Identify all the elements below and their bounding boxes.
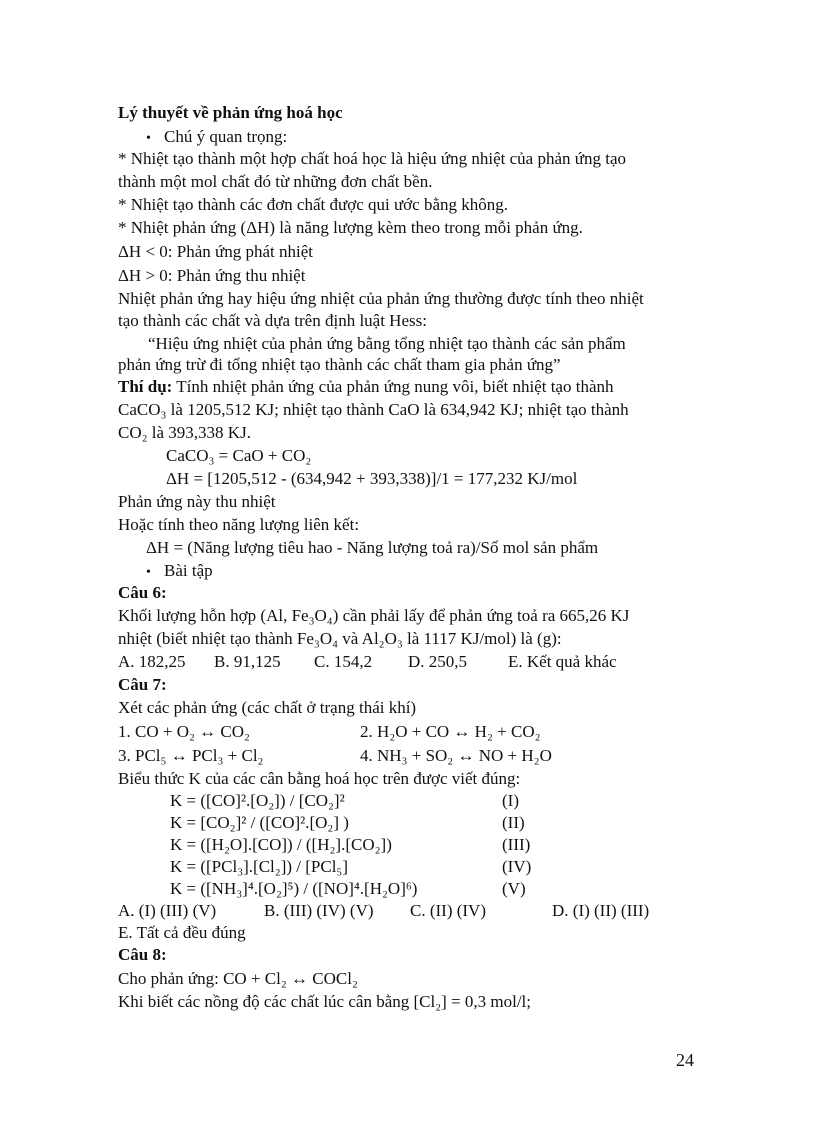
paragraph: thành một mol chất đó từ những đơn chất bền. xyxy=(118,172,433,191)
question-text: Xét các phản ứng (các chất ở trạng thái khí) xyxy=(118,698,417,717)
option: D. 250,5 xyxy=(408,652,468,671)
quote: phản ứng trừ đi tổng nhiệt tạo thành các chất tham gia phản ứng” xyxy=(118,355,561,374)
option: A. 182,25 xyxy=(118,652,186,671)
equation: ΔH = [1205,512 - (634,942 + 393,338)]/1 = 177,232 KJ/mol xyxy=(166,469,578,488)
k-expression: K = ([CO]².[O₂]) / [CO₂]² xyxy=(170,791,345,810)
k-expression: K = ([H₂O].[CO]) / ([H₂].[CO₂]) xyxy=(170,835,392,854)
example xyxy=(118,376,614,398)
question-text: nhiệt (biết nhiệt tạo thành Fe₃O₄ và Al₂O₃ là 1117 KJ/mol) là (g): xyxy=(118,629,562,648)
paragraph: * Nhiệt phản ứng (ΔH) là năng lượng kèm theo trong mỗi phản ứng. xyxy=(118,218,583,237)
paragraph: Hoặc tính theo năng lượng liên kết: xyxy=(118,515,360,534)
reaction: 2. H₂O + CO ↔ H₂ + CO₂ xyxy=(360,722,541,741)
k-tag: (I) xyxy=(502,791,519,810)
question-text: Biểu thức K của các cân bằng hoá học trên được viết đúng: xyxy=(118,769,521,788)
option: C. 154,2 xyxy=(314,652,373,671)
paragraph: tạo thành các chất và dựa trên định luật Hess: xyxy=(118,311,427,330)
paragraph: Phản ứng này thu nhiệt xyxy=(118,492,276,511)
k-tag: (III) xyxy=(502,835,531,854)
quote: “Hiệu ứng nhiệt của phản ứng bằng tổng nhiệt tạo thành các sản phẩm xyxy=(148,334,626,353)
question-title: Câu 8: xyxy=(118,945,167,964)
question-title: Câu 6: xyxy=(118,583,167,602)
bullet-exercises: • Bài tập xyxy=(146,560,213,584)
k-expression: K = ([PCl₃].[Cl₂]) / [PCl₅] xyxy=(170,857,349,876)
equation: ΔH = (Năng lượng tiêu hao - Năng lượng toả ra)/Số mol sản phẩm xyxy=(146,538,599,557)
k-expression: K = [CO₂]² / ([CO]².[O₂] ) xyxy=(170,813,349,832)
reaction: 4. NH₃ + SO₂ ↔ NO + H₂O xyxy=(360,746,552,765)
bullet-important: • Chú ý quan trọng: xyxy=(146,126,287,150)
question-title: Câu 7: xyxy=(118,675,167,694)
example-label: Thí dụ: xyxy=(118,377,173,396)
paragraph: * Nhiệt tạo thành một hợp chất hoá học là hiệu ứng nhiệt của phản ứng tạo xyxy=(118,149,627,168)
k-tag: (II) xyxy=(502,813,525,832)
paragraph: ΔH < 0: Phản ứng phát nhiệt xyxy=(118,242,313,261)
example-text: Tính nhiệt phản ứng của phản ứng nung vôi, biết nhiệt tạo thành xyxy=(172,377,614,396)
reaction: 1. CO + O₂ ↔ CO₂ xyxy=(118,722,250,741)
option: E. Tất cả đều đúng xyxy=(118,923,246,942)
option: D. (I) (II) (III) xyxy=(552,901,650,920)
k-tag: (V) xyxy=(502,879,526,898)
question-text: Cho phản ứng: CO + Cl₂ ↔ COCl₂ xyxy=(118,969,358,988)
k-tag: (IV) xyxy=(502,857,532,876)
reaction: 3. PCl₅ ↔ PCl₃ + Cl₂ xyxy=(118,746,264,765)
paragraph: * Nhiệt tạo thành các đơn chất được qui ước bằng không. xyxy=(118,195,509,214)
option: B. 91,125 xyxy=(214,652,281,671)
paragraph: CaCO₃ là 1205,512 KJ; nhiệt tạo thành CaO là 634,942 KJ; nhiệt tạo thành xyxy=(118,400,629,419)
question-text: Khi biết các nồng độ các chất lúc cân bằng [Cl₂] = 0,3 mol/l; xyxy=(118,992,531,1011)
question-text: Khối lượng hỗn hợp (Al, Fe₃O₄) cần phải lấy để phản ứng toả ra 665,26 KJ xyxy=(118,606,630,625)
option: C. (II) (IV) xyxy=(410,901,486,920)
option: B. (III) (IV) (V) xyxy=(264,901,374,920)
k-expression: K = ([NH₃]⁴.[O₂]⁵) / ([NO]⁴.[H₂O]⁶) xyxy=(170,879,418,898)
paragraph: ΔH > 0: Phản ứng thu nhiệt xyxy=(118,266,306,285)
equation: CaCO₃ = CaO + CO₂ xyxy=(166,446,312,465)
option: E. Kết quả khác xyxy=(508,652,617,671)
paragraph: Nhiệt phản ứng hay hiệu ứng nhiệt của phản ứng thường được tính theo nhiệt xyxy=(118,289,644,308)
section-title: Lý thuyết về phản ứng hoá học xyxy=(118,103,343,122)
page-number: 24 xyxy=(676,1050,694,1070)
option: A. (I) (III) (V) xyxy=(118,901,217,920)
paragraph: CO₂ là 393,338 KJ. xyxy=(118,423,251,442)
